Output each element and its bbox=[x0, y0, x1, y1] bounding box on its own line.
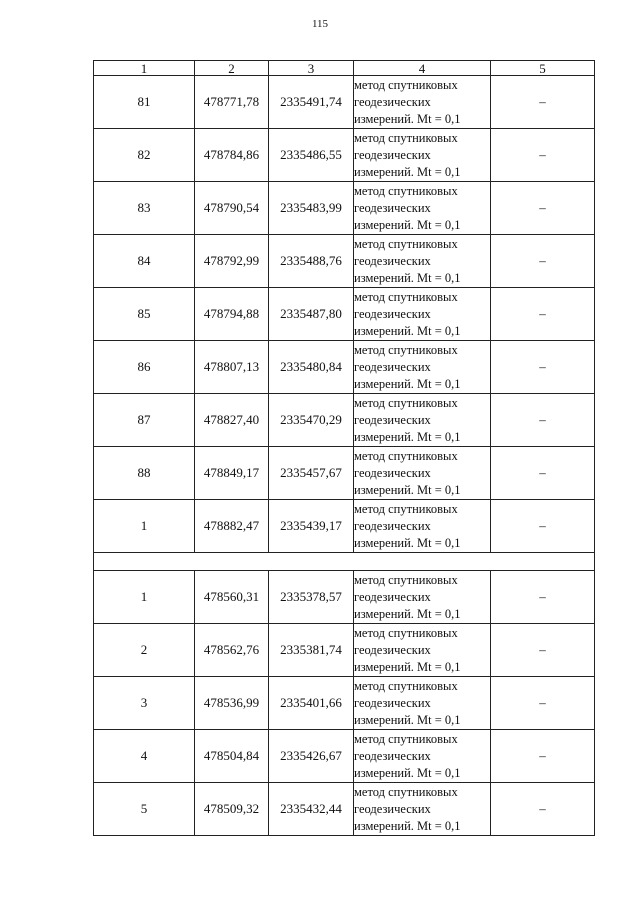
x-coordinate-cell: 478882,47 bbox=[195, 500, 269, 553]
header-cell: 5 bbox=[491, 61, 595, 76]
method-cell bbox=[354, 182, 491, 235]
method-line: геодезических bbox=[354, 359, 431, 374]
method-line: метод спутниковых bbox=[354, 572, 458, 587]
header-cell: 3 bbox=[269, 61, 354, 76]
note-cell: – bbox=[491, 129, 595, 182]
method-line: геодезических bbox=[354, 200, 431, 215]
x-coordinate-cell: 478536,99 bbox=[195, 677, 269, 730]
method-line: геодезических bbox=[354, 147, 431, 162]
y-coordinate-cell: 2335491,74 bbox=[269, 76, 354, 129]
point-number-cell: 85 bbox=[94, 288, 195, 341]
method-cell bbox=[354, 394, 491, 447]
method-line: геодезических bbox=[354, 748, 431, 763]
y-coordinate-cell: 2335457,67 bbox=[269, 447, 354, 500]
note-cell: – bbox=[491, 500, 595, 553]
x-coordinate-cell: 478827,40 bbox=[195, 394, 269, 447]
note-cell: – bbox=[491, 182, 595, 235]
method-line: измерений. Mt = 0,1 bbox=[354, 606, 461, 621]
note-cell: – bbox=[491, 394, 595, 447]
y-coordinate-cell: 2335487,80 bbox=[269, 288, 354, 341]
method-line: метод спутниковых bbox=[354, 77, 458, 92]
x-coordinate-cell: 478562,76 bbox=[195, 624, 269, 677]
method-line: геодезических bbox=[354, 801, 431, 816]
point-number-cell: 81 bbox=[94, 76, 195, 129]
table-row bbox=[94, 341, 595, 394]
note-cell: – bbox=[491, 783, 595, 836]
method-line: измерений. Mt = 0,1 bbox=[354, 164, 461, 179]
y-coordinate-cell: 2335378,57 bbox=[269, 571, 354, 624]
header-row bbox=[94, 61, 595, 76]
x-coordinate-cell: 478849,17 bbox=[195, 447, 269, 500]
table-row bbox=[94, 235, 595, 288]
method-line: геодезических bbox=[354, 306, 431, 321]
method-line: метод спутниковых bbox=[354, 448, 458, 463]
method-line: метод спутниковых bbox=[354, 289, 458, 304]
method-line: измерений. Mt = 0,1 bbox=[354, 429, 461, 444]
table-row bbox=[94, 76, 595, 129]
note-cell: – bbox=[491, 341, 595, 394]
method-line: геодезических bbox=[354, 642, 431, 657]
note-cell: – bbox=[491, 76, 595, 129]
method-line: метод спутниковых bbox=[354, 183, 458, 198]
method-line: измерений. Mt = 0,1 bbox=[354, 765, 461, 780]
y-coordinate-cell: 2335426,67 bbox=[269, 730, 354, 783]
note-cell: – bbox=[491, 288, 595, 341]
table-row bbox=[94, 447, 595, 500]
header-cell: 2 bbox=[195, 61, 269, 76]
point-number-cell: 5 bbox=[94, 783, 195, 836]
point-number-cell: 1 bbox=[94, 500, 195, 553]
x-coordinate-cell: 478790,54 bbox=[195, 182, 269, 235]
method-cell bbox=[354, 500, 491, 553]
method-cell bbox=[354, 129, 491, 182]
method-line: геодезических bbox=[354, 253, 431, 268]
x-coordinate-cell: 478771,78 bbox=[195, 76, 269, 129]
coordinates-table bbox=[93, 60, 595, 836]
method-line: метод спутниковых bbox=[354, 342, 458, 357]
x-coordinate-cell: 478509,32 bbox=[195, 783, 269, 836]
point-number-cell: 84 bbox=[94, 235, 195, 288]
point-number-cell: 88 bbox=[94, 447, 195, 500]
point-number-cell: 4 bbox=[94, 730, 195, 783]
method-line: метод спутниковых bbox=[354, 501, 458, 516]
method-cell bbox=[354, 783, 491, 836]
y-coordinate-cell: 2335381,74 bbox=[269, 624, 354, 677]
y-coordinate-cell: 2335439,17 bbox=[269, 500, 354, 553]
method-cell bbox=[354, 341, 491, 394]
method-cell bbox=[354, 447, 491, 500]
method-cell bbox=[354, 677, 491, 730]
x-coordinate-cell: 478794,88 bbox=[195, 288, 269, 341]
point-number-cell: 3 bbox=[94, 677, 195, 730]
method-cell bbox=[354, 730, 491, 783]
x-coordinate-cell: 478792,99 bbox=[195, 235, 269, 288]
method-line: измерений. Mt = 0,1 bbox=[354, 659, 461, 674]
note-cell: – bbox=[491, 235, 595, 288]
table-row bbox=[94, 730, 595, 783]
method-line: метод спутниковых bbox=[354, 678, 458, 693]
point-number-cell: 2 bbox=[94, 624, 195, 677]
y-coordinate-cell: 2335470,29 bbox=[269, 394, 354, 447]
method-line: геодезических bbox=[354, 518, 431, 533]
method-line: измерений. Mt = 0,1 bbox=[354, 111, 461, 126]
method-cell bbox=[354, 288, 491, 341]
note-cell: – bbox=[491, 730, 595, 783]
method-line: измерений. Mt = 0,1 bbox=[354, 535, 461, 550]
method-line: измерений. Mt = 0,1 bbox=[354, 217, 461, 232]
table-row bbox=[94, 624, 595, 677]
x-coordinate-cell: 478784,86 bbox=[195, 129, 269, 182]
point-number-cell: 82 bbox=[94, 129, 195, 182]
method-line: метод спутниковых bbox=[354, 731, 458, 746]
method-line: метод спутниковых bbox=[354, 395, 458, 410]
method-line: измерений. Mt = 0,1 bbox=[354, 482, 461, 497]
table-row bbox=[94, 500, 595, 553]
method-line: измерений. Mt = 0,1 bbox=[354, 712, 461, 727]
method-cell bbox=[354, 571, 491, 624]
method-line: измерений. Mt = 0,1 bbox=[354, 270, 461, 285]
y-coordinate-cell: 2335488,76 bbox=[269, 235, 354, 288]
method-line: геодезических bbox=[354, 695, 431, 710]
x-coordinate-cell: 478560,31 bbox=[195, 571, 269, 624]
method-line: метод спутниковых bbox=[354, 625, 458, 640]
table-row bbox=[94, 288, 595, 341]
y-coordinate-cell: 2335486,55 bbox=[269, 129, 354, 182]
note-cell: – bbox=[491, 447, 595, 500]
method-line: метод спутниковых bbox=[354, 784, 458, 799]
method-line: геодезических bbox=[354, 94, 431, 109]
y-coordinate-cell: 2335432,44 bbox=[269, 783, 354, 836]
header-cell: 1 bbox=[94, 61, 195, 76]
method-line: геодезических bbox=[354, 589, 431, 604]
x-coordinate-cell: 478504,84 bbox=[195, 730, 269, 783]
method-line: геодезических bbox=[354, 465, 431, 480]
y-coordinate-cell: 2335480,84 bbox=[269, 341, 354, 394]
table-row bbox=[94, 783, 595, 836]
table-row bbox=[94, 571, 595, 624]
separator-cell bbox=[94, 553, 595, 571]
method-line: геодезических bbox=[354, 412, 431, 427]
table-row bbox=[94, 394, 595, 447]
method-line: измерений. Mt = 0,1 bbox=[354, 376, 461, 391]
point-number-cell: 86 bbox=[94, 341, 195, 394]
note-cell: – bbox=[491, 677, 595, 730]
method-cell bbox=[354, 235, 491, 288]
y-coordinate-cell: 2335401,66 bbox=[269, 677, 354, 730]
method-cell bbox=[354, 76, 491, 129]
y-coordinate-cell: 2335483,99 bbox=[269, 182, 354, 235]
method-line: метод спутниковых bbox=[354, 130, 458, 145]
method-line: измерений. Mt = 0,1 bbox=[354, 818, 461, 833]
table-row bbox=[94, 677, 595, 730]
x-coordinate-cell: 478807,13 bbox=[195, 341, 269, 394]
table-row bbox=[94, 129, 595, 182]
header-cell: 4 bbox=[354, 61, 491, 76]
method-cell bbox=[354, 624, 491, 677]
point-number-cell: 83 bbox=[94, 182, 195, 235]
method-line: метод спутниковых bbox=[354, 236, 458, 251]
note-cell: – bbox=[491, 624, 595, 677]
table-row bbox=[94, 182, 595, 235]
point-number-cell: 1 bbox=[94, 571, 195, 624]
page-number: 115 bbox=[311, 18, 329, 30]
method-line: измерений. Mt = 0,1 bbox=[354, 323, 461, 338]
separator-row bbox=[94, 553, 595, 571]
point-number-cell: 87 bbox=[94, 394, 195, 447]
note-cell: – bbox=[491, 571, 595, 624]
